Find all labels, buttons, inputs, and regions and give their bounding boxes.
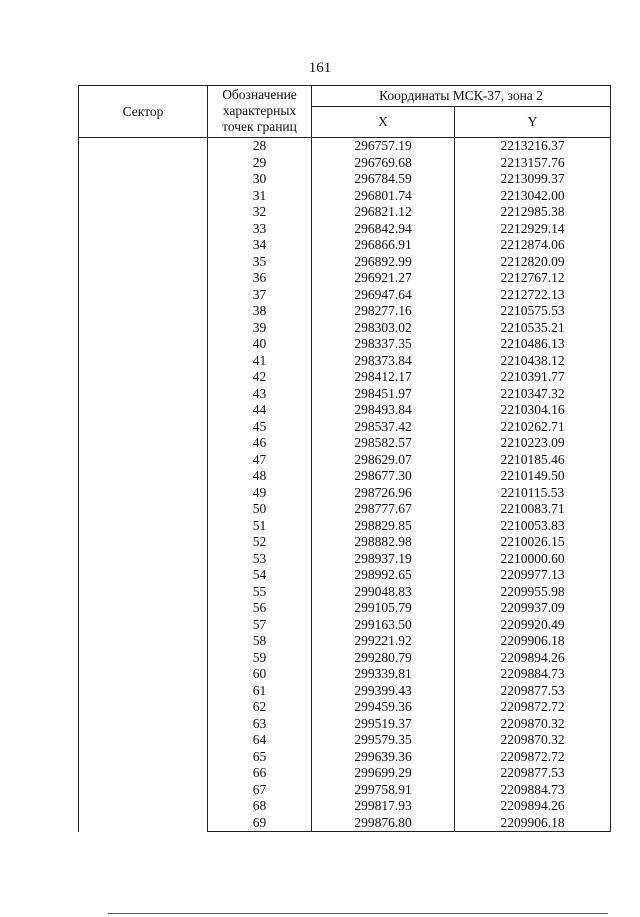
y-coordinate-cell: 2210223.09 — [455, 435, 611, 452]
page-number: 161 — [308, 60, 332, 76]
point-cell: 58 — [208, 633, 312, 650]
x-coordinate-cell: 298992.65 — [312, 567, 455, 584]
point-cell: 64 — [208, 732, 312, 749]
y-coordinate-cell: 2209920.49 — [455, 617, 611, 634]
y-coordinate-cell: 2210391.77 — [455, 369, 611, 386]
point-cell: 55 — [208, 584, 312, 601]
point-cell: 56 — [208, 600, 312, 617]
y-coordinate-cell: 2210149.50 — [455, 468, 611, 485]
x-coordinate-cell: 296769.68 — [312, 155, 455, 172]
x-coordinate-cell: 299639.36 — [312, 749, 455, 766]
x-coordinate-cell: 298451.97 — [312, 386, 455, 403]
y-coordinate-cell: 2209870.32 — [455, 716, 611, 733]
y-coordinate-cell: 2210083.71 — [455, 501, 611, 518]
y-coordinate-cell: 2210185.46 — [455, 452, 611, 469]
x-coordinate-cell: 299048.83 — [312, 584, 455, 601]
x-coordinate-cell: 298777.67 — [312, 501, 455, 518]
x-coordinate-cell: 298882.98 — [312, 534, 455, 551]
point-cell: 46 — [208, 435, 312, 452]
point-cell: 36 — [208, 270, 312, 287]
header-y: Y — [455, 106, 611, 137]
x-coordinate-cell: 299459.36 — [312, 699, 455, 716]
x-coordinate-cell: 298337.35 — [312, 336, 455, 353]
x-coordinate-cell: 298412.17 — [312, 369, 455, 386]
y-coordinate-cell: 2210262.71 — [455, 419, 611, 436]
point-cell: 40 — [208, 336, 312, 353]
table-header — [79, 86, 611, 138]
x-coordinate-cell: 296921.27 — [312, 270, 455, 287]
y-coordinate-cell: 2212820.09 — [455, 254, 611, 271]
point-cell: 49 — [208, 485, 312, 502]
point-cell: 54 — [208, 567, 312, 584]
y-coordinate-cell: 2212722.13 — [455, 287, 611, 304]
x-coordinate-cell: 299699.29 — [312, 765, 455, 782]
y-coordinate-cell: 2212985.38 — [455, 204, 611, 221]
x-coordinate-cell: 299163.50 — [312, 617, 455, 634]
y-coordinate-cell: 2209872.72 — [455, 749, 611, 766]
point-cell: 65 — [208, 749, 312, 766]
x-coordinate-cell: 296801.74 — [312, 188, 455, 205]
y-coordinate-cell: 2210486.13 — [455, 336, 611, 353]
y-coordinate-cell: 2209877.53 — [455, 683, 611, 700]
x-coordinate-cell: 298537.42 — [312, 419, 455, 436]
x-coordinate-cell: 298582.57 — [312, 435, 455, 452]
x-coordinate-cell: 298726.96 — [312, 485, 455, 502]
bottom-rule — [108, 913, 608, 914]
y-coordinate-cell: 2212767.12 — [455, 270, 611, 287]
point-cell: 44 — [208, 402, 312, 419]
y-coordinate-cell: 2209906.18 — [455, 633, 611, 650]
point-cell: 45 — [208, 419, 312, 436]
x-coordinate-cell: 298937.19 — [312, 551, 455, 568]
x-coordinate-cell: 298829.85 — [312, 518, 455, 535]
x-coordinate-cell: 298677.30 — [312, 468, 455, 485]
x-coordinate-cell: 296866.91 — [312, 237, 455, 254]
x-coordinate-cell: 299579.35 — [312, 732, 455, 749]
x-coordinate-cell: 299221.92 — [312, 633, 455, 650]
x-coordinate-cell: 296784.59 — [312, 171, 455, 188]
y-coordinate-cell: 2213216.37 — [455, 138, 611, 155]
point-cell: 57 — [208, 617, 312, 634]
point-cell: 38 — [208, 303, 312, 320]
table-row — [79, 138, 611, 155]
point-cell: 39 — [208, 320, 312, 337]
x-coordinate-cell: 296842.94 — [312, 221, 455, 238]
x-coordinate-cell: 296947.64 — [312, 287, 455, 304]
y-coordinate-cell: 2210438.12 — [455, 353, 611, 370]
point-cell: 60 — [208, 666, 312, 683]
y-coordinate-cell: 2210026.15 — [455, 534, 611, 551]
x-coordinate-cell: 299876.80 — [312, 815, 455, 832]
x-coordinate-cell: 299280.79 — [312, 650, 455, 667]
point-cell: 59 — [208, 650, 312, 667]
point-cell: 29 — [208, 155, 312, 172]
y-coordinate-cell: 2210575.53 — [455, 303, 611, 320]
point-cell: 62 — [208, 699, 312, 716]
y-coordinate-cell: 2209955.98 — [455, 584, 611, 601]
point-cell: 43 — [208, 386, 312, 403]
point-cell: 48 — [208, 468, 312, 485]
x-coordinate-cell: 298629.07 — [312, 452, 455, 469]
y-coordinate-cell: 2210053.83 — [455, 518, 611, 535]
y-coordinate-cell: 2213157.76 — [455, 155, 611, 172]
point-cell: 69 — [208, 815, 312, 832]
header-point-designation: Обозначение характерных точек границ — [208, 86, 312, 138]
point-cell: 52 — [208, 534, 312, 551]
x-coordinate-cell: 299399.43 — [312, 683, 455, 700]
point-cell: 28 — [208, 138, 312, 155]
point-cell: 42 — [208, 369, 312, 386]
x-coordinate-cell: 296892.99 — [312, 254, 455, 271]
x-coordinate-cell: 299758.91 — [312, 782, 455, 799]
y-coordinate-cell: 2209906.18 — [455, 815, 611, 832]
point-cell: 35 — [208, 254, 312, 271]
y-coordinate-cell: 2210115.53 — [455, 485, 611, 502]
point-cell: 30 — [208, 171, 312, 188]
y-coordinate-cell: 2209877.53 — [455, 765, 611, 782]
table-body — [79, 138, 611, 832]
header-coordinates: Координаты МСК-37, зона 2 — [312, 86, 611, 107]
y-coordinate-cell: 2209894.26 — [455, 798, 611, 815]
point-cell: 33 — [208, 221, 312, 238]
point-cell: 32 — [208, 204, 312, 221]
point-cell: 53 — [208, 551, 312, 568]
y-coordinate-cell: 2209977.13 — [455, 567, 611, 584]
x-coordinate-cell: 296821.12 — [312, 204, 455, 221]
x-coordinate-cell: 298493.84 — [312, 402, 455, 419]
x-coordinate-cell: 299817.93 — [312, 798, 455, 815]
y-coordinate-cell: 2212929.14 — [455, 221, 611, 238]
point-cell: 66 — [208, 765, 312, 782]
x-coordinate-cell: 299339.81 — [312, 666, 455, 683]
header-sector: Сектор — [79, 86, 208, 138]
point-cell: 41 — [208, 353, 312, 370]
y-coordinate-cell: 2209884.73 — [455, 782, 611, 799]
y-coordinate-cell: 2210304.16 — [455, 402, 611, 419]
x-coordinate-cell: 296757.19 — [312, 138, 455, 155]
y-coordinate-cell: 2212874.06 — [455, 237, 611, 254]
point-cell: 31 — [208, 188, 312, 205]
x-coordinate-cell: 298277.16 — [312, 303, 455, 320]
point-cell: 67 — [208, 782, 312, 799]
point-cell: 50 — [208, 501, 312, 518]
x-coordinate-cell: 299105.79 — [312, 600, 455, 617]
y-coordinate-cell: 2209937.09 — [455, 600, 611, 617]
y-coordinate-cell: 2210535.21 — [455, 320, 611, 337]
y-coordinate-cell: 2209884.73 — [455, 666, 611, 683]
header-x: X — [312, 106, 455, 137]
coordinates-table — [78, 85, 611, 832]
x-coordinate-cell: 299519.37 — [312, 716, 455, 733]
x-coordinate-cell: 298373.84 — [312, 353, 455, 370]
y-coordinate-cell: 2209894.26 — [455, 650, 611, 667]
y-coordinate-cell: 2213042.00 — [455, 188, 611, 205]
point-cell: 37 — [208, 287, 312, 304]
point-cell: 51 — [208, 518, 312, 535]
sector-cell — [79, 138, 208, 832]
y-coordinate-cell: 2210347.32 — [455, 386, 611, 403]
point-cell: 34 — [208, 237, 312, 254]
y-coordinate-cell: 2210000.60 — [455, 551, 611, 568]
y-coordinate-cell: 2213099.37 — [455, 171, 611, 188]
x-coordinate-cell: 298303.02 — [312, 320, 455, 337]
point-cell: 68 — [208, 798, 312, 815]
y-coordinate-cell: 2209870.32 — [455, 732, 611, 749]
point-cell: 61 — [208, 683, 312, 700]
y-coordinate-cell: 2209872.72 — [455, 699, 611, 716]
point-cell: 63 — [208, 716, 312, 733]
point-cell: 47 — [208, 452, 312, 469]
